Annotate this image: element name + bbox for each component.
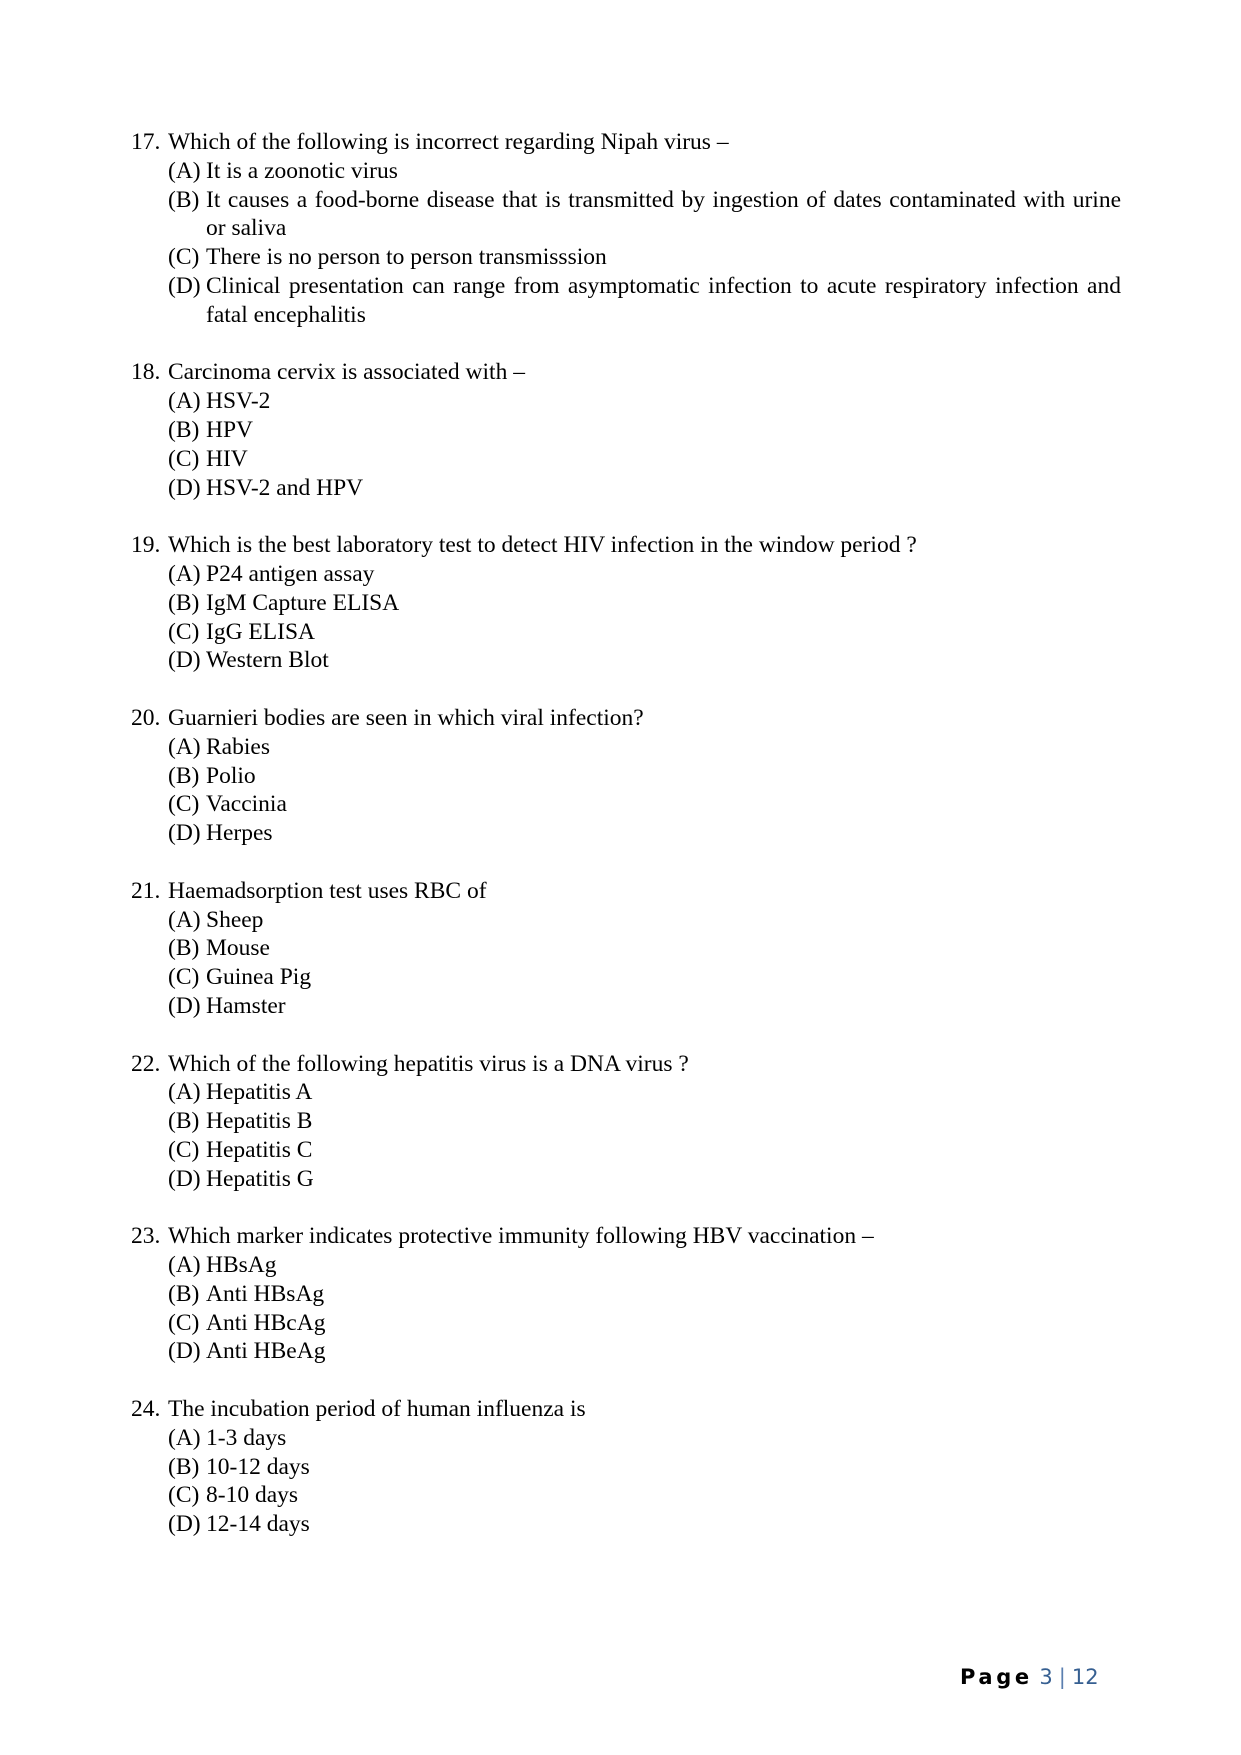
- option-letter: (D): [168, 647, 201, 674]
- question-17: [131, 128, 1121, 330]
- option-list: [168, 1251, 1121, 1366]
- option-text: IgM Capture ELISA: [206, 589, 400, 616]
- page-separator: |: [1058, 1665, 1066, 1689]
- question-text: Carcinoma cervix is associated with –: [168, 359, 525, 386]
- option-letter: (C): [168, 244, 200, 271]
- option-letter: (B): [168, 762, 200, 789]
- question-number: 18.: [131, 359, 161, 386]
- option-letter: (A): [168, 1424, 201, 1451]
- option-text: Anti HBsAg: [206, 1280, 325, 1307]
- option-text: Western Blot: [206, 647, 329, 674]
- question-number: 21.: [131, 877, 161, 904]
- option-c: [168, 1481, 1121, 1510]
- option-letter: (C): [168, 1309, 200, 1336]
- option-c: [168, 618, 1121, 647]
- question-list: [131, 128, 1121, 1568]
- question-number: 23.: [131, 1223, 161, 1250]
- question-text: Haemadsorption test uses RBC of: [168, 877, 487, 904]
- option-text: Hepatitis G: [206, 1165, 314, 1192]
- option-text: It causes a food-borne disease that is transmitted by ingestion of dates contaminated with urine or saliva: [206, 186, 1121, 242]
- option-text: Mouse: [206, 935, 270, 962]
- option-text: There is no person to person transmisssion: [206, 244, 607, 271]
- question-18: [131, 358, 1121, 502]
- option-b: [168, 186, 1121, 244]
- option-text: HSV-2: [206, 388, 271, 415]
- option-text: 12-14 days: [206, 1511, 310, 1538]
- option-list: [168, 906, 1121, 1021]
- option-text: Anti HBcAg: [206, 1309, 326, 1336]
- option-letter: (D): [168, 1338, 201, 1365]
- option-list: [168, 387, 1121, 502]
- option-letter: (C): [168, 445, 200, 472]
- question-text: Which marker indicates protective immunity following HBV vaccination –: [168, 1223, 874, 1250]
- option-text: 8-10 days: [206, 1482, 299, 1509]
- question-text: Which is the best laboratory test to detect HIV infection in the window period ?: [168, 532, 917, 559]
- option-text: Anti HBeAg: [206, 1338, 326, 1365]
- option-letter: (D): [168, 992, 201, 1019]
- option-text: Vaccinia: [206, 791, 287, 818]
- option-d: [168, 1165, 1121, 1194]
- option-b: [168, 416, 1121, 445]
- option-letter: (C): [168, 1482, 200, 1509]
- option-letter: (A): [168, 388, 201, 415]
- option-c: [168, 243, 1121, 272]
- option-list: [168, 560, 1121, 675]
- question-22: [131, 1050, 1121, 1194]
- option-list: [168, 1424, 1121, 1539]
- question-23: [131, 1222, 1121, 1366]
- option-text: Polio: [206, 762, 256, 789]
- option-letter: (B): [168, 416, 200, 443]
- question-number: 24.: [131, 1396, 161, 1423]
- option-a: [168, 387, 1121, 416]
- option-letter: (A): [168, 1079, 201, 1106]
- option-list: [168, 733, 1121, 848]
- option-text: Rabies: [206, 733, 270, 760]
- option-list: [168, 157, 1121, 330]
- question-text: Which of the following hepatitis virus is a DNA virus ?: [168, 1050, 689, 1077]
- option-a: [168, 157, 1121, 186]
- option-d: [168, 474, 1121, 503]
- option-text: Hamster: [206, 992, 286, 1019]
- option-text: P24 antigen assay: [206, 560, 375, 587]
- option-c: [168, 1136, 1121, 1165]
- option-c: [168, 445, 1121, 474]
- option-letter: (C): [168, 618, 200, 645]
- option-d: [168, 646, 1121, 675]
- option-b: [168, 934, 1121, 963]
- option-b: [168, 1107, 1121, 1136]
- option-a: [168, 906, 1121, 935]
- question-number: 19.: [131, 532, 161, 559]
- option-letter: (A): [168, 733, 201, 760]
- option-letter: (B): [168, 935, 200, 962]
- option-b: [168, 1453, 1121, 1482]
- option-text: Hepatitis B: [206, 1108, 313, 1135]
- question-24: [131, 1395, 1121, 1539]
- question-text: Which of the following is incorrect regarding Nipah virus –: [168, 129, 729, 155]
- option-a: [168, 560, 1121, 589]
- option-letter: (C): [168, 791, 200, 818]
- option-text: HIV: [206, 445, 248, 472]
- option-a: [168, 1251, 1121, 1280]
- option-letter: (B): [168, 1108, 200, 1135]
- option-text: 10-12 days: [206, 1453, 310, 1480]
- option-c: [168, 790, 1121, 819]
- question-number: 20.: [131, 704, 161, 731]
- option-a: [168, 1078, 1121, 1107]
- option-text: Clinical presentation can range from asymptomatic infection to acute respiratory infection and fatal encephalitis: [206, 272, 1121, 328]
- option-letter: (B): [168, 1280, 200, 1307]
- option-d: [168, 272, 1121, 330]
- option-letter: (D): [168, 1511, 201, 1538]
- option-list: [168, 1078, 1121, 1193]
- option-d: [168, 992, 1121, 1021]
- option-text: HBsAg: [206, 1252, 277, 1279]
- option-text: Sheep: [206, 906, 264, 933]
- option-a: [168, 1424, 1121, 1453]
- option-text: Hepatitis A: [206, 1079, 313, 1106]
- option-text: Guinea Pig: [206, 964, 312, 991]
- option-d: [168, 819, 1121, 848]
- option-b: [168, 762, 1121, 791]
- option-letter: (A): [168, 560, 201, 587]
- question-number: 17.: [131, 129, 161, 155]
- option-a: [168, 733, 1121, 762]
- option-letter: (D): [168, 1165, 201, 1192]
- option-b: [168, 1280, 1121, 1309]
- option-letter: (C): [168, 964, 200, 991]
- option-text: IgG ELISA: [206, 618, 315, 645]
- option-d: [168, 1337, 1121, 1366]
- question-number: 22.: [131, 1050, 161, 1077]
- question-19: [131, 531, 1121, 675]
- option-text: Hepatitis C: [206, 1136, 313, 1163]
- page-label: Page: [960, 1665, 1033, 1689]
- option-b: [168, 589, 1121, 618]
- option-d: [168, 1510, 1121, 1539]
- option-letter: (D): [168, 474, 201, 501]
- option-text: HPV: [206, 416, 254, 443]
- option-text: 1-3 days: [206, 1424, 287, 1451]
- option-letter: (B): [168, 186, 200, 213]
- option-letter: (B): [168, 589, 200, 616]
- option-letter: (D): [168, 820, 201, 847]
- page-total: 12: [1071, 1665, 1099, 1689]
- question-text: Guarnieri bodies are seen in which viral infection?: [168, 704, 644, 731]
- option-letter: (B): [168, 1453, 200, 1480]
- option-letter: (C): [168, 1136, 200, 1163]
- question-20: [131, 704, 1121, 848]
- option-letter: (A): [168, 906, 201, 933]
- question-text: The incubation period of human influenza is: [168, 1396, 586, 1423]
- option-letter: (A): [168, 1252, 201, 1279]
- option-text: It is a zoonotic virus: [206, 157, 398, 184]
- option-text: HSV-2 and HPV: [206, 474, 364, 501]
- question-21: [131, 877, 1121, 1021]
- option-letter: (D): [168, 272, 201, 299]
- page-footer: [960, 1664, 1099, 1690]
- option-letter: (A): [168, 157, 201, 184]
- option-c: [168, 1309, 1121, 1338]
- page-number: 3: [1039, 1665, 1053, 1689]
- option-c: [168, 963, 1121, 992]
- option-text: Herpes: [206, 820, 273, 847]
